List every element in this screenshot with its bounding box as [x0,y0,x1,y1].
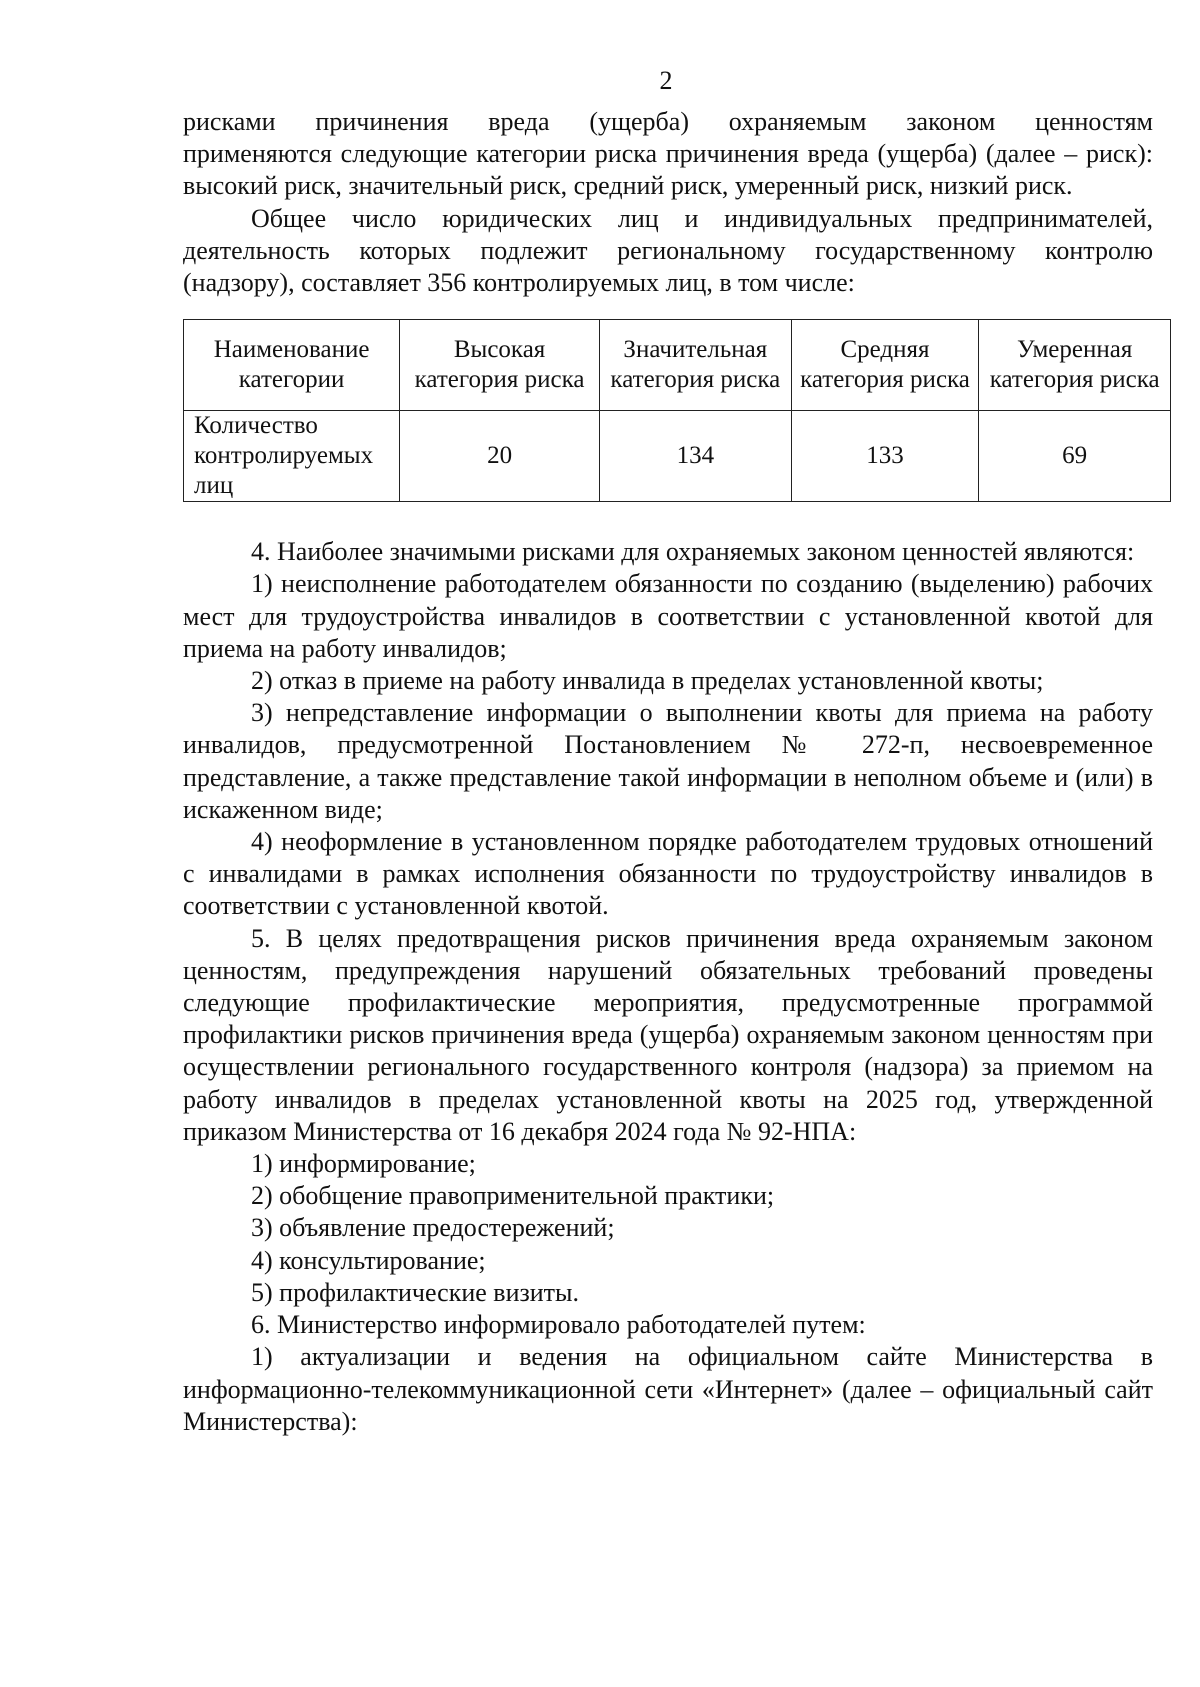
table-cell-value: 20 [400,411,600,502]
risk-category-table [183,319,1171,502]
section-4-item: 4) неоформление в установленном порядке работодателем трудовых отношений с инвалидами в рамках исполнения обязанности по трудоустройству инвалидов в соответствии с установленной квотой. [183,827,1153,921]
section-6-item: 1) актуализации и ведения на официальном сайте Министерства в информационно-телекоммуникационной сети «Интернет» (далее – официальный сайт Министерства): [183,1342,1153,1436]
table-header-cell: Умеренная категория риска [979,320,1171,411]
table-row [184,411,1171,502]
section-5-title: 5. В целях предотвращения рисков причинения вреда охраняемым законом ценностям, предупреждения нарушений обязательных требований проведены следующие профилактические мероприятия, предусмотренные программой профилактики рисков причинения вреда (ущерба) охраняемым законом ценностям при осуществлении регионального государственного контроля (надзора) за приемом на работу инвалидов в пределах установленной квоты на 2025 год, утвержденной приказом Министерства от 16 декабря 2024 года № 92-НПА: [183,923,1153,1146]
page-number: 2 [659,66,673,95]
intro-paragraph-1-rest: применяются следующие категории риска причинения вреда (ущерба) (далее – риск): высокий риск, значительный риск, средний риск, умеренный риск, низкий риск. [183,139,1153,201]
table-cell-value: 69 [979,411,1171,502]
document-body [183,106,1160,1438]
section-5-item: 3) объявление предостережений; [251,1213,615,1243]
section-4-item: 3) непредставление информации о выполнении квоты для приема на работу инвалидов, предусмотренной Постановлением № 272-п, несвоевременное представление, а также представление такой информации в неполном объеме и (или) в искаженном виде; [183,698,1153,824]
table-header-cell: Высокая категория риска [400,320,600,411]
section-5-item: 5) профилактические визиты. [251,1277,580,1307]
section-5-item: 4) консультирование; [251,1245,486,1275]
section-5-item: 2) обобщение правоприменительной практики; [251,1181,775,1211]
section-4-item: 1) неисполнение работодателем обязанности по созданию (выделению) рабочих мест для трудоустройства инвалидов в соответствии с установленной квотой для приема на работу инвалидов; [183,569,1153,663]
section-4-item: 2) отказ в приеме на работу инвалида в пределах установленной квоты; [251,666,1044,696]
table-header-cell: Средняя категория риска [791,320,979,411]
table-header-cell: Значительная категория риска [600,320,792,411]
table-cell-value: 134 [600,411,792,502]
table-row-label: Количество контролируемых лиц [184,411,400,502]
table-header-row [184,320,1171,411]
intro-paragraph-2: Общее число юридических лиц и индивидуальных предпринимателей, деятельность которых подлежит региональному государственному контролю (надзору), составляет 356 контролируемых лиц, в том числе: [183,203,1153,298]
intro-paragraph-1-line-1: рисками причинения вреда (ущерба) охраняемым законом ценностям [183,107,1153,136]
section-5-item: 1) информирование; [251,1149,476,1179]
section-6-title: 6. Министерство информировало работодателей путем: [251,1310,866,1340]
table-cell-value: 133 [791,411,979,502]
table-header-cell: Наименование категории [184,320,400,411]
section-4-title: 4. Наиболее значимыми рисками для охраняемых законом ценностей являются: [251,537,1135,567]
